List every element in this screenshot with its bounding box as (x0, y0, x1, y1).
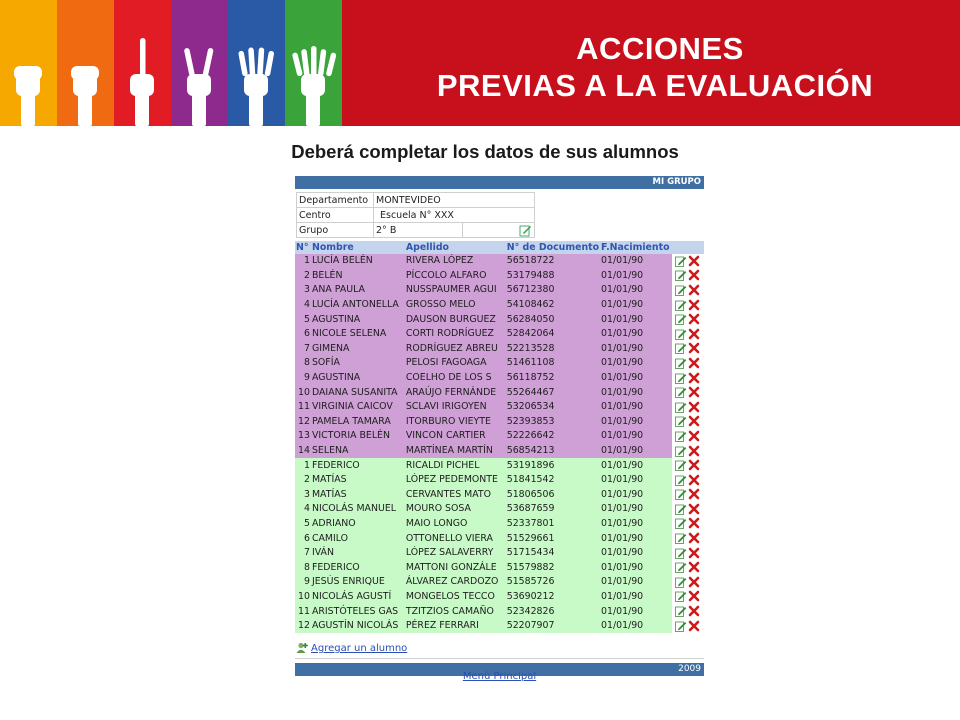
row-number: 8 (295, 356, 311, 371)
edit-icon[interactable] (675, 561, 687, 573)
row-actions (672, 546, 704, 561)
grupo-divider (462, 223, 463, 237)
divider (295, 658, 704, 659)
table-row (295, 415, 704, 430)
row-actions (672, 385, 704, 400)
student-document: 52342826 (506, 604, 600, 619)
row-number: 7 (295, 342, 311, 357)
students-body (295, 254, 704, 633)
edit-icon[interactable] (675, 328, 687, 340)
table-row (295, 385, 704, 400)
centro-value-text: Escuela N° XXX (380, 209, 454, 221)
student-birthdate: 01/01/90 (600, 590, 672, 605)
table-row (295, 371, 704, 386)
student-birthdate: 01/01/90 (600, 400, 672, 415)
edit-icon[interactable] (675, 488, 687, 500)
student-first-name: SOFÍA (311, 356, 405, 371)
edit-icon[interactable] (675, 269, 687, 281)
table-row (295, 400, 704, 415)
add-student-row (295, 639, 704, 657)
edit-icon[interactable] (675, 415, 687, 427)
student-last-name: ÁLVAREZ CARDOZO (405, 575, 506, 590)
delete-icon[interactable] (688, 401, 700, 413)
student-last-name: MAIO LONGO (405, 517, 506, 532)
student-document: 52842064 (506, 327, 600, 342)
student-document: 51585726 (506, 575, 600, 590)
student-document: 56118752 (506, 371, 600, 386)
row-number: 10 (295, 385, 311, 400)
student-first-name: ARISTÓTELES GAS (311, 604, 405, 619)
student-document: 53690212 (506, 590, 600, 605)
group-info-table (296, 192, 535, 238)
student-birthdate: 01/01/90 (600, 429, 672, 444)
table-row (295, 546, 704, 561)
student-first-name: LUCÍA ANTONELLA (311, 298, 405, 313)
student-last-name: PÍCCOLO ALFARO (405, 269, 506, 284)
delete-icon[interactable] (688, 313, 700, 325)
delete-icon[interactable] (688, 342, 700, 354)
student-document: 53179488 (506, 269, 600, 284)
row-actions (672, 444, 704, 459)
raised-hand-icon (120, 30, 166, 126)
row-actions (672, 429, 704, 444)
table-row (295, 488, 704, 503)
table-row (295, 619, 704, 634)
student-last-name: LÓPEZ SALAVERRY (405, 546, 506, 561)
student-last-name: CERVANTES MATO (405, 488, 506, 503)
student-document: 51841542 (506, 473, 600, 488)
row-number: 5 (295, 312, 311, 327)
student-first-name: VIRGINIA CAICOV (311, 400, 405, 415)
info-row-departamento (297, 193, 535, 208)
app-panel (295, 176, 704, 682)
delete-icon[interactable] (688, 532, 700, 544)
student-first-name: FEDERICO (311, 560, 405, 575)
row-number: 12 (295, 415, 311, 430)
edit-icon[interactable] (675, 605, 687, 617)
row-actions (672, 400, 704, 415)
student-first-name: NICOLÁS AGUSTÍ (311, 590, 405, 605)
delete-icon[interactable] (688, 328, 700, 340)
raised-hand-icon (6, 30, 52, 126)
student-last-name: RODRÍGUEZ ABREU (405, 342, 506, 357)
student-document: 56284050 (506, 312, 600, 327)
title-line-1: ACCIONES (576, 31, 744, 66)
delete-icon[interactable] (688, 284, 700, 296)
delete-icon[interactable] (688, 517, 700, 529)
edit-icon[interactable] (675, 532, 687, 544)
table-row (295, 356, 704, 371)
add-user-icon[interactable] (295, 642, 309, 654)
row-actions (672, 254, 704, 269)
student-first-name: SELENA (311, 444, 405, 459)
student-birthdate: 01/01/90 (600, 415, 672, 430)
student-birthdate: 01/01/90 (600, 254, 672, 269)
row-number: 5 (295, 517, 311, 532)
student-first-name: LUCÍA BELÉN (311, 254, 405, 269)
row-actions (672, 502, 704, 517)
student-document: 53206534 (506, 400, 600, 415)
logo-stripe (228, 0, 285, 126)
student-birthdate: 01/01/90 (600, 458, 672, 473)
row-actions (672, 575, 704, 590)
student-last-name: LÓPEZ PEDEMONTE (405, 473, 506, 488)
row-actions (672, 619, 704, 634)
delete-icon[interactable] (688, 590, 700, 602)
col-header-nombre: Nombre (311, 241, 405, 254)
student-first-name: MATÍAS (311, 488, 405, 503)
raised-hand-icon (291, 30, 337, 126)
table-row (295, 342, 704, 357)
student-document: 56518722 (506, 254, 600, 269)
table-row (295, 531, 704, 546)
student-first-name: AGUSTINA (311, 312, 405, 327)
student-last-name: MOURO SOSA (405, 502, 506, 517)
logo-stripe (57, 0, 114, 126)
student-last-name: GROSSO MELO (405, 298, 506, 313)
logo-stripe (114, 0, 171, 126)
student-birthdate: 01/01/90 (600, 502, 672, 517)
departamento-label: Departamento (297, 193, 374, 208)
main-menu-link[interactable]: Menú Principal (462, 671, 537, 682)
student-last-name: NUSSPAUMER AGUI (405, 283, 506, 298)
students-table (295, 241, 704, 633)
delete-icon[interactable] (688, 459, 700, 471)
student-last-name: PELOSI FAGOAGA (405, 356, 506, 371)
student-document: 56854213 (506, 444, 600, 459)
row-actions (672, 342, 704, 357)
row-number: 14 (295, 444, 311, 459)
row-actions (672, 517, 704, 532)
student-birthdate: 01/01/90 (600, 517, 672, 532)
row-number: 11 (295, 604, 311, 619)
raised-hand-icon (177, 30, 223, 126)
student-last-name: ARAÚJO FERNÁNDE (405, 385, 506, 400)
delete-icon[interactable] (688, 445, 700, 457)
row-number: 1 (295, 458, 311, 473)
table-row (295, 312, 704, 327)
student-document: 51461108 (506, 356, 600, 371)
row-number: 7 (295, 546, 311, 561)
raised-hand-icon (234, 30, 280, 126)
edit-icon[interactable] (675, 620, 687, 632)
student-document: 51806506 (506, 488, 600, 503)
delete-icon[interactable] (688, 503, 700, 515)
table-header-row (295, 241, 704, 254)
subtitle: Deberá completar los datos de sus alumnos (291, 141, 679, 162)
row-actions (672, 327, 704, 342)
student-birthdate: 01/01/90 (600, 327, 672, 342)
student-last-name: SCLAVI IRIGOYEN (405, 400, 506, 415)
edit-icon[interactable] (675, 430, 687, 442)
student-document: 51529661 (506, 531, 600, 546)
row-actions (672, 488, 704, 503)
row-number: 3 (295, 488, 311, 503)
student-birthdate: 01/01/90 (600, 473, 672, 488)
row-actions (672, 371, 704, 386)
delete-icon[interactable] (688, 474, 700, 486)
student-last-name: MATTONI GONZÁLE (405, 560, 506, 575)
row-number: 6 (295, 531, 311, 546)
edit-icon[interactable] (675, 313, 687, 325)
row-number: 4 (295, 502, 311, 517)
table-row (295, 254, 704, 269)
student-last-name: COELHO DE LOS S (405, 371, 506, 386)
student-first-name: CAMILO (311, 531, 405, 546)
edit-icon[interactable] (675, 590, 687, 602)
student-last-name: MARTÍNEA MARTÍN (405, 444, 506, 459)
delete-icon[interactable] (688, 576, 700, 588)
title-line-2: PREVIAS A LA EVALUACIÓN (436, 68, 874, 103)
student-birthdate: 01/01/90 (600, 560, 672, 575)
student-birthdate: 01/01/90 (600, 546, 672, 561)
logo-stripe (171, 0, 228, 126)
student-birthdate: 01/01/90 (600, 298, 672, 313)
edit-icon[interactable] (675, 299, 687, 311)
row-number: 11 (295, 400, 311, 415)
delete-icon[interactable] (688, 605, 700, 617)
col-header-nacimiento: F.Nacimiento (600, 241, 672, 254)
row-number: 9 (295, 371, 311, 386)
student-last-name: CORTI RODRÍGUEZ (405, 327, 506, 342)
departamento-value: MONTEVIDEO (374, 193, 535, 208)
student-birthdate: 01/01/90 (600, 604, 672, 619)
student-document: 56712380 (506, 283, 600, 298)
student-document: 52213528 (506, 342, 600, 357)
row-number: 2 (295, 473, 311, 488)
student-first-name: FEDERICO (311, 458, 405, 473)
edit-icon[interactable] (675, 342, 687, 354)
hands-logo (0, 0, 342, 126)
delete-icon[interactable] (688, 561, 700, 573)
row-actions (672, 531, 704, 546)
student-first-name: VICTORIA BELÉN (311, 429, 405, 444)
table-row (295, 473, 704, 488)
student-first-name: NICOLE SELENA (311, 327, 405, 342)
table-row (295, 517, 704, 532)
student-document: 52226642 (506, 429, 600, 444)
col-header-num: N° (295, 241, 311, 254)
student-first-name: ANA PAULA (311, 283, 405, 298)
student-birthdate: 01/01/90 (600, 269, 672, 284)
student-first-name: MATÍAS (311, 473, 405, 488)
row-number: 12 (295, 619, 311, 634)
table-row (295, 269, 704, 284)
row-number: 1 (295, 254, 311, 269)
col-header-actions (672, 241, 704, 254)
delete-icon[interactable] (688, 488, 700, 500)
centro-value (374, 208, 535, 223)
edit-icon[interactable] (675, 357, 687, 369)
edit-icon[interactable] (675, 445, 687, 457)
delete-icon[interactable] (688, 415, 700, 427)
raised-hand-icon (63, 30, 109, 126)
student-last-name: DAUSON BURGUEZ (405, 312, 506, 327)
table-row (295, 575, 704, 590)
grupo-value: 2° B (376, 224, 397, 236)
table-row (295, 327, 704, 342)
student-birthdate: 01/01/90 (600, 488, 672, 503)
edit-icon[interactable] (675, 576, 687, 588)
student-first-name: BELÉN (311, 269, 405, 284)
page-title (350, 30, 960, 104)
delete-icon[interactable] (688, 357, 700, 369)
logo-stripe (0, 0, 57, 126)
table-row (295, 590, 704, 605)
logo-stripe (285, 0, 342, 126)
student-last-name: TZITZIOS CAMAÑO (405, 604, 506, 619)
student-last-name: PÉREZ FERRARI (405, 619, 506, 634)
student-first-name: PAMELA TAMARA (311, 415, 405, 430)
grupo-label: Grupo (297, 223, 374, 238)
row-number: 6 (295, 327, 311, 342)
student-document: 55264467 (506, 385, 600, 400)
student-first-name: DAIANA SUSANITA (311, 385, 405, 400)
centro-label: Centro (297, 208, 374, 223)
table-row (295, 444, 704, 459)
student-first-name: NICOLÁS MANUEL (311, 502, 405, 517)
table-row (295, 604, 704, 619)
student-document: 51715434 (506, 546, 600, 561)
row-number: 4 (295, 298, 311, 313)
table-row (295, 502, 704, 517)
student-document: 52207907 (506, 619, 600, 634)
row-actions (672, 604, 704, 619)
info-row-centro (297, 208, 535, 223)
edit-icon[interactable] (675, 547, 687, 559)
info-row-grupo (297, 223, 535, 238)
row-actions (672, 298, 704, 313)
panel-title-bar: MI GRUPO (295, 176, 704, 189)
student-first-name: ADRIANO (311, 517, 405, 532)
delete-icon[interactable] (688, 547, 700, 559)
table-row (295, 458, 704, 473)
student-birthdate: 01/01/90 (600, 531, 672, 546)
student-birthdate: 01/01/90 (600, 312, 672, 327)
header-banner (0, 0, 960, 126)
student-birthdate: 01/01/90 (600, 385, 672, 400)
delete-icon[interactable] (688, 430, 700, 442)
grupo-value-cell (374, 223, 535, 238)
row-actions (672, 415, 704, 430)
student-document: 51579882 (506, 560, 600, 575)
student-last-name: ITORBURO VIEYTE (405, 415, 506, 430)
student-birthdate: 01/01/90 (600, 444, 672, 459)
student-birthdate: 01/01/90 (600, 371, 672, 386)
student-last-name: RIVERA LÓPEZ (405, 254, 506, 269)
student-birthdate: 01/01/90 (600, 619, 672, 634)
delete-icon[interactable] (688, 620, 700, 632)
student-first-name: IVÁN (311, 546, 405, 561)
student-first-name: JESÚS ENRIQUE (311, 575, 405, 590)
delete-icon[interactable] (688, 269, 700, 281)
edit-icon[interactable] (675, 284, 687, 296)
table-row (295, 429, 704, 444)
delete-icon[interactable] (688, 386, 700, 398)
footer-bar: 2009 (295, 663, 704, 676)
student-document: 52337801 (506, 517, 600, 532)
row-number: 10 (295, 590, 311, 605)
edit-icon[interactable] (675, 517, 687, 529)
row-actions (672, 473, 704, 488)
student-birthdate: 01/01/90 (600, 342, 672, 357)
student-first-name: GIMENA (311, 342, 405, 357)
student-document: 54108462 (506, 298, 600, 313)
row-number: 9 (295, 575, 311, 590)
student-last-name: RICALDI PICHEL (405, 458, 506, 473)
student-document: 52393853 (506, 415, 600, 430)
row-actions (672, 356, 704, 371)
row-actions (672, 590, 704, 605)
student-birthdate: 01/01/90 (600, 283, 672, 298)
row-number: 3 (295, 283, 311, 298)
table-row (295, 560, 704, 575)
edit-icon[interactable] (675, 474, 687, 486)
edit-icon[interactable] (675, 459, 687, 471)
table-row (295, 283, 704, 298)
student-first-name: AGUSTINA (311, 371, 405, 386)
edit-icon[interactable] (675, 255, 687, 267)
row-actions (672, 560, 704, 575)
row-number: 2 (295, 269, 311, 284)
edit-icon[interactable] (675, 401, 687, 413)
delete-icon[interactable] (688, 255, 700, 267)
row-number: 13 (295, 429, 311, 444)
student-first-name: AGUSTÍN NICOLÁS (311, 619, 405, 634)
row-number: 8 (295, 560, 311, 575)
student-birthdate: 01/01/90 (600, 575, 672, 590)
row-actions (672, 458, 704, 473)
student-last-name: OTTONELLO VIERA (405, 531, 506, 546)
col-header-apellido: Apellido (405, 241, 506, 254)
table-row (295, 298, 704, 313)
edit-group-icon[interactable] (519, 224, 532, 237)
add-student-link[interactable]: Agregar un alumno (311, 642, 408, 654)
student-last-name: VINCON CARTIER (405, 429, 506, 444)
row-actions (672, 283, 704, 298)
edit-icon[interactable] (675, 372, 687, 384)
row-actions (672, 312, 704, 327)
student-document: 53191896 (506, 458, 600, 473)
student-document: 53687659 (506, 502, 600, 517)
row-actions (672, 269, 704, 284)
delete-icon[interactable] (688, 372, 700, 384)
edit-icon[interactable] (675, 503, 687, 515)
delete-icon[interactable] (688, 299, 700, 311)
col-header-documento: N° de Documento (506, 242, 600, 253)
student-birthdate: 01/01/90 (600, 356, 672, 371)
student-last-name: MONGELOS TECCO (405, 590, 506, 605)
edit-icon[interactable] (675, 386, 687, 398)
